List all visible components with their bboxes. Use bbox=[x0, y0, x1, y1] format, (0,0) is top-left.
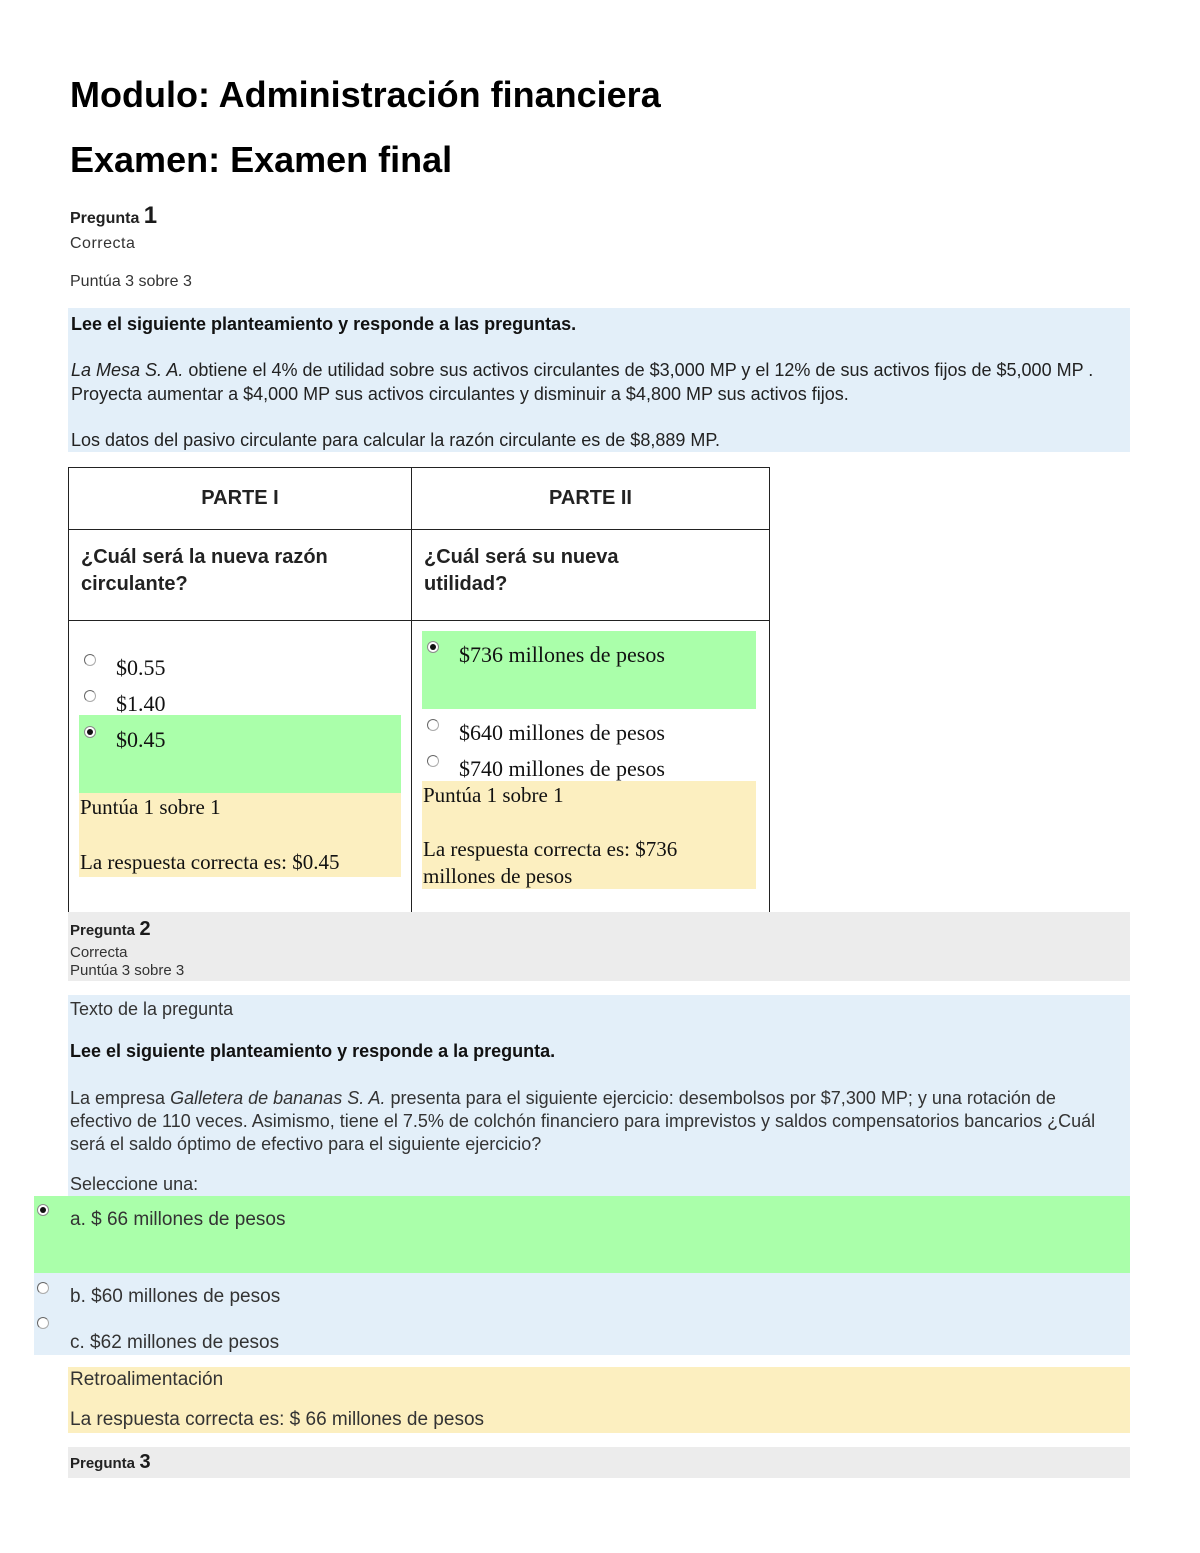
question-2-text-box bbox=[68, 995, 1130, 1196]
part-1-header: PARTE I bbox=[201, 487, 279, 509]
option-label-b: b. $60 millones de pesos bbox=[70, 1286, 281, 1307]
radio-option-1[interactable] bbox=[84, 654, 96, 666]
radio-option-2[interactable] bbox=[84, 690, 96, 702]
company-name: La Mesa S. A. bbox=[71, 360, 184, 380]
question-label: Pregunta bbox=[70, 1455, 136, 1472]
company-name: Galletera de bananas S. A. bbox=[170, 1088, 386, 1108]
radio-option-b[interactable] bbox=[37, 1282, 49, 1294]
question-number: 2 bbox=[139, 918, 151, 940]
question-text-label: Texto de la pregunta bbox=[70, 999, 234, 1019]
question-number: 1 bbox=[143, 202, 158, 229]
part-1-answers bbox=[69, 621, 411, 913]
question-number: 3 bbox=[139, 1451, 151, 1473]
answer-option-b[interactable] bbox=[34, 1273, 1130, 1311]
part-2-header: PARTE II bbox=[549, 487, 632, 509]
part-2-score: Puntúa 1 sobre 1 bbox=[423, 783, 564, 807]
statement-pre: La empresa bbox=[70, 1088, 171, 1108]
question-1-header bbox=[70, 202, 157, 230]
question-1-text-box bbox=[68, 308, 1130, 452]
statement-text bbox=[70, 1087, 1110, 1156]
option-label-2: $1.40 bbox=[116, 691, 166, 716]
question-status: Correcta bbox=[70, 235, 136, 252]
part-1-feedback bbox=[79, 793, 401, 877]
question-2-header bbox=[68, 912, 1130, 981]
option-label-2: $640 millones de pesos bbox=[459, 720, 665, 745]
feedback-text: La respuesta correcta es: $ 66 millones de pesos bbox=[70, 1409, 485, 1430]
option-label-3: $740 millones de pesos bbox=[459, 756, 665, 781]
select-one-label: Seleccione una: bbox=[70, 1174, 199, 1194]
exam-title: Examen: Examen final bbox=[70, 139, 453, 180]
option-label-1: $0.55 bbox=[116, 655, 166, 680]
part-2-answers bbox=[412, 621, 769, 913]
radio-option-2[interactable] bbox=[427, 719, 439, 731]
part-1-score: Puntúa 1 sobre 1 bbox=[80, 795, 221, 819]
part-1-question: ¿Cuál será la nueva razón circulante? bbox=[81, 546, 328, 595]
radio-option-3[interactable] bbox=[84, 726, 96, 738]
question-score: Puntúa 3 sobre 3 bbox=[70, 962, 185, 979]
part-1-correct: La respuesta correcta es: $0.45 bbox=[80, 850, 340, 874]
question-label: Pregunta bbox=[70, 210, 140, 227]
option-label-a: a. $ 66 millones de pesos bbox=[70, 1209, 286, 1230]
statement-text-2: Los datos del pasivo circulante para calcular la razón circulante es de $8,889 MP. bbox=[71, 430, 721, 450]
option-label-1: $736 millones de pesos bbox=[459, 642, 665, 667]
answer-option-c[interactable] bbox=[34, 1311, 1130, 1355]
part-2-feedback bbox=[422, 781, 756, 889]
statement-body: obtiene el 4% de utilidad sobre sus activos circulantes de $3,000 MP y el 12% de sus activos fijos de $5,000 MP . Proyecta aumentar a $4,000 MP sus activos circulantes y disminuir a $4,800 MP sus activos fijos. bbox=[71, 360, 1094, 404]
question-label: Pregunta bbox=[70, 922, 136, 939]
radio-option-c[interactable] bbox=[37, 1317, 49, 1329]
instruction-text: Lee el siguiente planteamiento y responde a las preguntas. bbox=[71, 314, 577, 334]
parts-table bbox=[68, 467, 770, 914]
radio-option-3[interactable] bbox=[427, 755, 439, 767]
feedback-label: Retroalimentación bbox=[70, 1369, 224, 1390]
module-title: Modulo: Administración financiera bbox=[70, 74, 661, 115]
statement-text bbox=[71, 358, 1129, 406]
radio-option-1[interactable] bbox=[427, 641, 439, 653]
radio-option-a[interactable] bbox=[37, 1204, 49, 1216]
part-2-correct: La respuesta correcta es: $736 millones de pesos bbox=[423, 837, 678, 888]
option-label-c: c. $62 millones de pesos bbox=[70, 1332, 280, 1353]
part-2-question: ¿Cuál será su nueva utilidad? bbox=[424, 546, 619, 595]
question-score: Puntúa 3 sobre 3 bbox=[70, 273, 192, 290]
answer-option-a[interactable] bbox=[34, 1196, 1130, 1273]
option-label-3: $0.45 bbox=[116, 727, 166, 752]
instruction-text: Lee el siguiente planteamiento y responde a la pregunta. bbox=[70, 1041, 556, 1061]
question-3-header bbox=[68, 1447, 1130, 1478]
question-status: Correcta bbox=[70, 944, 128, 961]
question-2-feedback bbox=[68, 1367, 1130, 1433]
statement-body: presenta para el siguiente ejercicio: desembolsos por $7,300 MP; y una rotación de efectivo de 110 veces. Asimismo, tiene el 7.5% de colchón financiero para imprevistos y saldos compensatorios bancarios ¿Cuál será el saldo óptimo de efectivo para el siguiente ejercicio? bbox=[70, 1088, 1096, 1154]
